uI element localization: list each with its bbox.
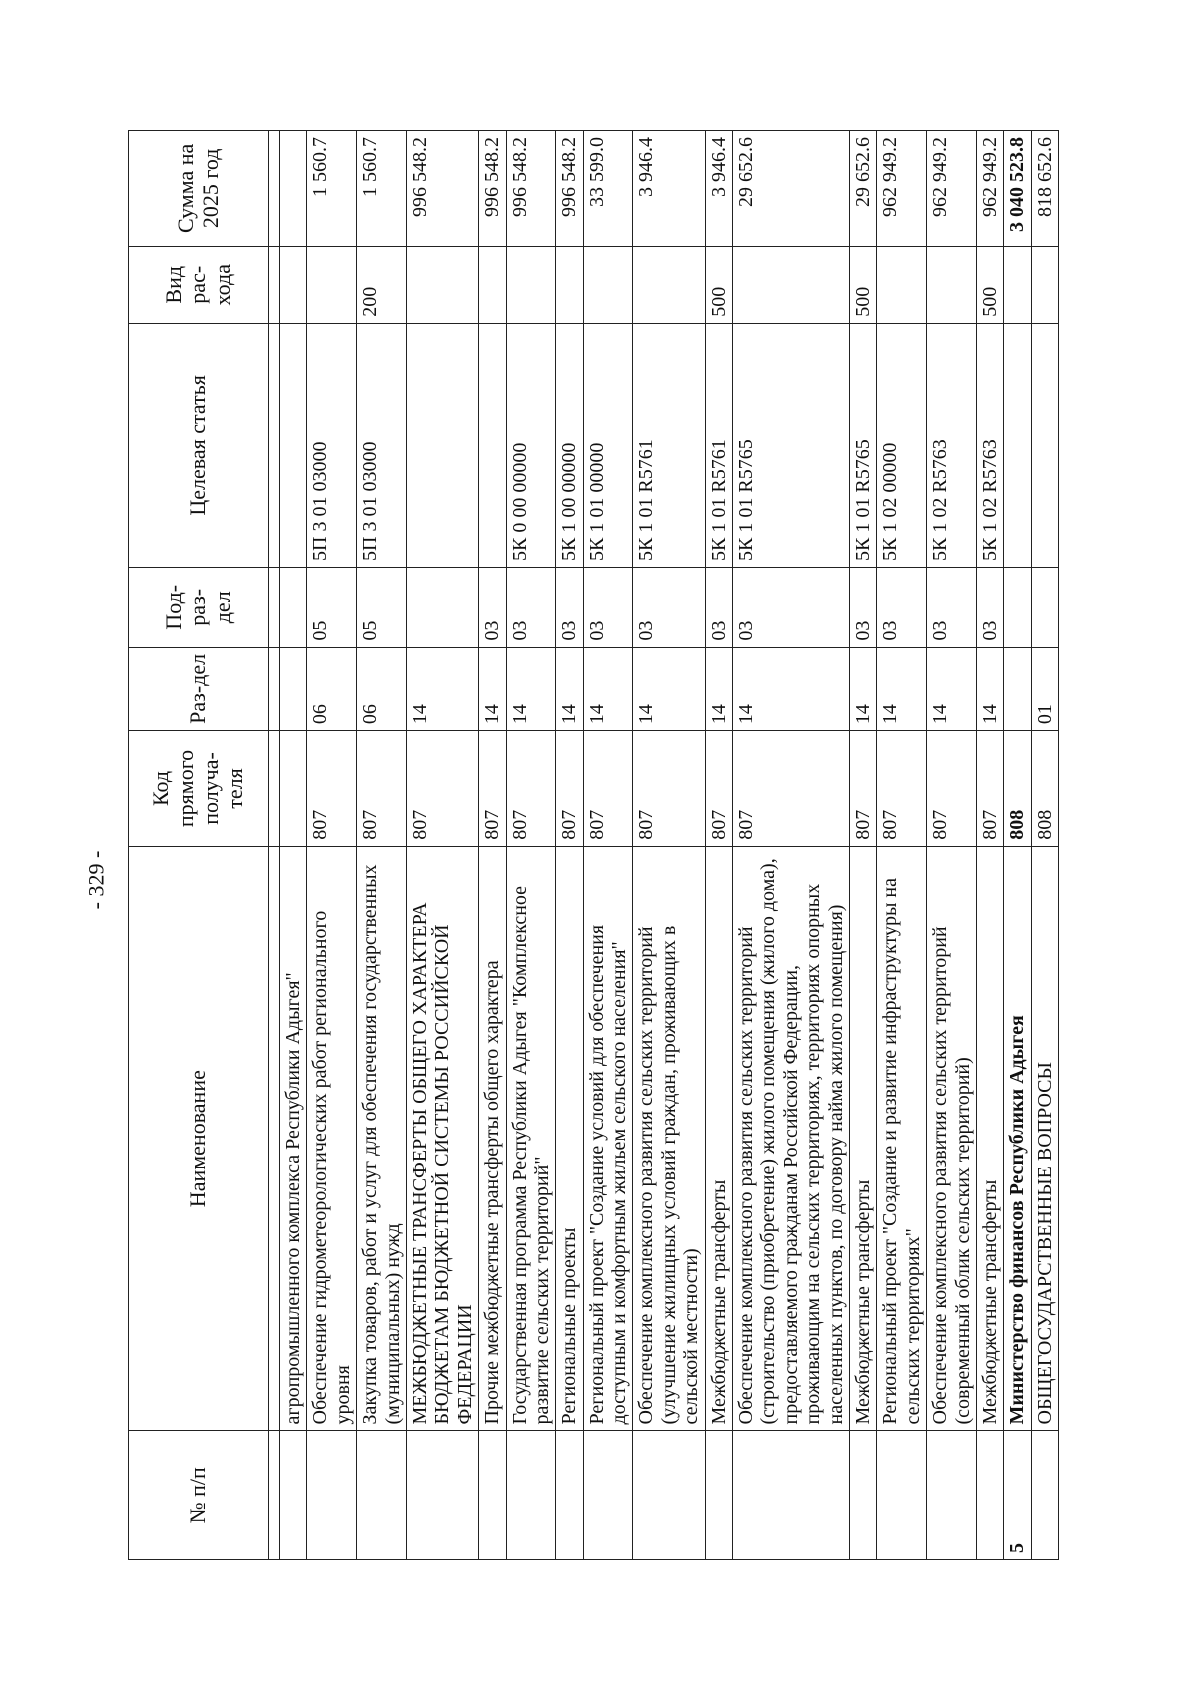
cell-podrazdel: 03 bbox=[927, 567, 977, 647]
cell-vid: 500 bbox=[705, 246, 732, 323]
cell-name: Межбюджетные трансферты bbox=[976, 846, 1003, 1431]
cell-code: 807 bbox=[705, 731, 732, 847]
cell-statya: 5К 1 02 R5763 bbox=[927, 323, 977, 567]
cell-code: 807 bbox=[506, 731, 556, 847]
cell-num bbox=[927, 1431, 977, 1560]
cell-sum: 996 548.2 bbox=[406, 131, 478, 247]
table-row bbox=[705, 131, 732, 1560]
cell-sum bbox=[280, 131, 307, 247]
cell-razdel bbox=[1004, 647, 1031, 731]
cell-num bbox=[479, 1431, 506, 1560]
table-row bbox=[733, 131, 850, 1560]
table-header-row bbox=[129, 131, 269, 1560]
col-header-sum: Сумма на 2025 год bbox=[129, 131, 269, 247]
cell-name: Обеспечение комплексного развития сельских территорий (улучшение жилищных условий граждан, проживающих в сельской местности) bbox=[633, 846, 705, 1431]
cell-razdel: 14 bbox=[406, 647, 478, 731]
cell-code: 807 bbox=[733, 731, 850, 847]
cell-sum: 3 946.4 bbox=[633, 131, 705, 247]
cell-podrazdel: 03 bbox=[877, 567, 927, 647]
cell-podrazdel: 05 bbox=[307, 567, 357, 647]
cell-name: Обеспечение гидрометеорологических работ регионального уровня bbox=[307, 846, 357, 1431]
cell-sum: 818 652.6 bbox=[1031, 131, 1058, 247]
cell-num bbox=[406, 1431, 478, 1560]
cell-statya: 5К 1 01 R5765 bbox=[849, 323, 876, 567]
cell-name: Межбюджетные трансферты bbox=[705, 846, 732, 1431]
cell-code: 807 bbox=[406, 731, 478, 847]
cell-razdel: 14 bbox=[849, 647, 876, 731]
cell-podrazdel: 03 bbox=[849, 567, 876, 647]
cell-num bbox=[307, 1431, 357, 1560]
cell-code: 808 bbox=[1031, 731, 1058, 847]
cell-vid bbox=[583, 246, 633, 323]
col-header-statya: Целевая статья bbox=[129, 323, 269, 567]
cell-name: Закупка товаров, работ и услуг для обеспечения государственных (муниципальных) нужд bbox=[357, 846, 407, 1431]
cell-razdel: 14 bbox=[479, 647, 506, 731]
cell-razdel: 14 bbox=[733, 647, 850, 731]
cell-num bbox=[976, 1431, 1003, 1560]
cell-razdel bbox=[280, 647, 307, 731]
cell-num bbox=[506, 1431, 556, 1560]
cell-name: Министерство финансов Республики Адыгея bbox=[1004, 846, 1031, 1431]
cell-name: Региональный проект "Создание условий для обеспечения доступным и комфортным жильем сельского населения" bbox=[583, 846, 633, 1431]
cell-sum: 3 040 523.8 bbox=[1004, 131, 1031, 247]
cell-statya: 5К 1 01 R5761 bbox=[633, 323, 705, 567]
cell-statya: 5К 1 02 R5763 bbox=[976, 323, 1003, 567]
table-row bbox=[877, 131, 927, 1560]
cell-razdel: 14 bbox=[927, 647, 977, 731]
cell-razdel: 14 bbox=[633, 647, 705, 731]
cell-vid: 500 bbox=[849, 246, 876, 323]
cell-podrazdel bbox=[1004, 567, 1031, 647]
col-header-num: № п/п bbox=[129, 1431, 269, 1560]
cell-vid bbox=[280, 246, 307, 323]
table-row bbox=[357, 131, 407, 1560]
cell-num bbox=[733, 1431, 850, 1560]
cell-vid bbox=[506, 246, 556, 323]
cell-statya bbox=[1031, 323, 1058, 567]
cell-vid bbox=[479, 246, 506, 323]
table-row bbox=[406, 131, 478, 1560]
cell-sum: 29 652.6 bbox=[733, 131, 850, 247]
cell-podrazdel: 03 bbox=[583, 567, 633, 647]
cell-name: агропромышленного комплекса Республики Адыгея" bbox=[280, 846, 307, 1431]
cell-code: 808 bbox=[1004, 731, 1031, 847]
cell-vid bbox=[633, 246, 705, 323]
cell-code: 807 bbox=[583, 731, 633, 847]
table-spacer-row bbox=[269, 131, 280, 1560]
col-header-razdel: Раз-дел bbox=[129, 647, 269, 731]
cell-razdel: 14 bbox=[506, 647, 556, 731]
cell-num bbox=[877, 1431, 927, 1560]
cell-code: 807 bbox=[307, 731, 357, 847]
cell-code: 807 bbox=[927, 731, 977, 847]
col-header-vid: Вид рас-хода bbox=[129, 246, 269, 323]
cell-razdel: 06 bbox=[307, 647, 357, 731]
cell-vid bbox=[406, 246, 478, 323]
table-row bbox=[506, 131, 556, 1560]
cell-sum: 33 599.0 bbox=[583, 131, 633, 247]
cell-statya: 5К 1 01 R5761 bbox=[705, 323, 732, 567]
cell-razdel: 14 bbox=[877, 647, 927, 731]
cell-code: 807 bbox=[633, 731, 705, 847]
cell-podrazdel bbox=[406, 567, 478, 647]
cell-vid bbox=[877, 246, 927, 323]
cell-razdel: 14 bbox=[976, 647, 1003, 731]
table-row bbox=[556, 131, 583, 1560]
cell-name: Региональный проект "Создание и развитие инфраструктуры на сельских территориях" bbox=[877, 846, 927, 1431]
cell-statya: 5К 1 01 00000 bbox=[583, 323, 633, 567]
col-header-code: Код прямого получа-теля bbox=[129, 731, 269, 847]
cell-statya: 5П 3 01 03000 bbox=[307, 323, 357, 567]
cell-vid: 500 bbox=[976, 246, 1003, 323]
cell-vid bbox=[556, 246, 583, 323]
cell-code: 807 bbox=[357, 731, 407, 847]
cell-sum: 962 949.2 bbox=[976, 131, 1003, 247]
cell-num bbox=[583, 1431, 633, 1560]
page-number: - 329 - bbox=[83, 850, 108, 910]
cell-statya: 5К 0 00 00000 bbox=[506, 323, 556, 567]
cell-podrazdel: 03 bbox=[479, 567, 506, 647]
cell-podrazdel: 03 bbox=[506, 567, 556, 647]
cell-podrazdel: 03 bbox=[705, 567, 732, 647]
cell-code: 807 bbox=[976, 731, 1003, 847]
cell-sum: 3 946.4 bbox=[705, 131, 732, 247]
cell-sum: 996 548.2 bbox=[506, 131, 556, 247]
cell-sum: 962 949.2 bbox=[877, 131, 927, 247]
cell-code: 807 bbox=[479, 731, 506, 847]
cell-vid bbox=[1031, 246, 1058, 323]
table-row bbox=[849, 131, 876, 1560]
cell-vid: 200 bbox=[357, 246, 407, 323]
cell-statya: 5П 3 01 03000 bbox=[357, 323, 407, 567]
cell-code: 807 bbox=[877, 731, 927, 847]
table-row bbox=[280, 131, 307, 1560]
cell-statya bbox=[479, 323, 506, 567]
cell-podrazdel: 03 bbox=[976, 567, 1003, 647]
cell-vid bbox=[1004, 246, 1031, 323]
cell-num bbox=[849, 1431, 876, 1560]
cell-name: Межбюджетные трансферты bbox=[849, 846, 876, 1431]
table-row bbox=[633, 131, 705, 1560]
cell-vid bbox=[927, 246, 977, 323]
cell-num bbox=[633, 1431, 705, 1560]
cell-num bbox=[556, 1431, 583, 1560]
cell-statya: 5К 1 01 R5765 bbox=[733, 323, 850, 567]
cell-podrazdel: 03 bbox=[633, 567, 705, 647]
cell-sum: 1 560.7 bbox=[357, 131, 407, 247]
table-row bbox=[976, 131, 1003, 1560]
cell-podrazdel: 05 bbox=[357, 567, 407, 647]
cell-razdel: 14 bbox=[583, 647, 633, 731]
cell-podrazdel: 03 bbox=[733, 567, 850, 647]
cell-sum: 996 548.2 bbox=[556, 131, 583, 247]
cell-code bbox=[280, 731, 307, 847]
cell-podrazdel bbox=[280, 567, 307, 647]
cell-vid bbox=[307, 246, 357, 323]
cell-sum: 1 560.7 bbox=[307, 131, 357, 247]
table-row bbox=[1031, 131, 1058, 1560]
cell-statya: 5К 1 02 00000 bbox=[877, 323, 927, 567]
table-row bbox=[479, 131, 506, 1560]
cell-sum: 996 548.2 bbox=[479, 131, 506, 247]
table-row bbox=[1004, 131, 1031, 1560]
table-row bbox=[927, 131, 977, 1560]
cell-vid bbox=[733, 246, 850, 323]
cell-code: 807 bbox=[556, 731, 583, 847]
cell-num: 5 bbox=[1004, 1431, 1031, 1560]
cell-statya bbox=[280, 323, 307, 567]
table-body bbox=[269, 131, 1059, 1560]
budget-table bbox=[128, 130, 1059, 1560]
cell-statya bbox=[1004, 323, 1031, 567]
cell-name: Государственная программа Республики Адыгея "Комплексное развитие сельских территорий" bbox=[506, 846, 556, 1431]
cell-podrazdel: 03 bbox=[556, 567, 583, 647]
col-header-podrazdel: Под-раз-дел bbox=[129, 567, 269, 647]
cell-num bbox=[1031, 1431, 1058, 1560]
cell-statya: 5К 1 00 00000 bbox=[556, 323, 583, 567]
cell-razdel: 14 bbox=[705, 647, 732, 731]
rotated-table-container bbox=[128, 130, 1073, 1560]
cell-razdel: 14 bbox=[556, 647, 583, 731]
cell-name: Обеспечение комплексного развития сельских территорий (современный облик сельских территорий) bbox=[927, 846, 977, 1431]
col-header-name: Наименование bbox=[129, 846, 269, 1431]
cell-num bbox=[705, 1431, 732, 1560]
cell-razdel: 01 bbox=[1031, 647, 1058, 731]
cell-statya bbox=[406, 323, 478, 567]
cell-name: Региональные проекты bbox=[556, 846, 583, 1431]
cell-name: Обеспечение комплексного развития сельских территорий (строительство (приобретение) жилого помещения (жилого дома), предоставляемого гражданам Российской Федерации, проживающим на сельских территориях, территориях опорных населенных пунктов, по договору найма жилого помещения) bbox=[733, 846, 850, 1431]
table-row bbox=[307, 131, 357, 1560]
cell-podrazdel bbox=[1031, 567, 1058, 647]
cell-razdel: 06 bbox=[357, 647, 407, 731]
cell-name: МЕЖБЮДЖЕТНЫЕ ТРАНСФЕРТЫ ОБЩЕГО ХАРАКТЕРА БЮДЖЕТАМ БЮДЖЕТНОЙ СИСТЕМЫ РОССИЙСКОЙ ФЕДЕРАЦИИ bbox=[406, 846, 478, 1431]
cell-num bbox=[357, 1431, 407, 1560]
cell-name: Прочие межбюджетные трансферты общего характера bbox=[479, 846, 506, 1431]
cell-num bbox=[280, 1431, 307, 1560]
cell-sum: 29 652.6 bbox=[849, 131, 876, 247]
cell-name: ОБЩЕГОСУДАРСТВЕННЫЕ ВОПРОСЫ bbox=[1031, 846, 1058, 1431]
cell-code: 807 bbox=[849, 731, 876, 847]
table-row bbox=[583, 131, 633, 1560]
cell-sum: 962 949.2 bbox=[927, 131, 977, 247]
